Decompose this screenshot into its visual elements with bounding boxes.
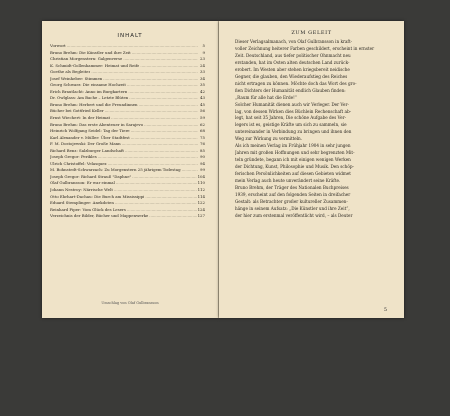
cover-credit: Umschlag von Olaf Gulbransson bbox=[101, 301, 159, 305]
toc-entry-title: F. M. Dostojewski: Der Große Mann bbox=[50, 141, 121, 147]
toc-entry-page: 76 bbox=[200, 141, 205, 147]
text-line: Dieser Verlagsalmanach, von Olaf Gulbransson in kraft- bbox=[235, 39, 353, 44]
toc-entry-page: 122 bbox=[197, 200, 205, 206]
toc-entry-title: K. Schmidt-Gollenhammer: Heimat und Reife bbox=[50, 62, 140, 68]
left-page bbox=[42, 21, 218, 318]
text-line: erstanden, hat im Osten alten deutschen Land zurück- bbox=[235, 59, 350, 65]
text-line: hänge in seinem Aufsatz: „Die Künstler und ihre Zeit“, bbox=[235, 205, 350, 211]
text-line: 1939, erscheint auf den folgenden Seiten in dreifacher bbox=[235, 191, 351, 197]
toc-entry bbox=[50, 213, 205, 220]
toc-entry-page: 114 bbox=[197, 193, 205, 199]
toc-entry-page: 104 bbox=[197, 173, 205, 179]
toc-entry-page: 33 bbox=[200, 69, 205, 75]
toc-entry-page: 23 bbox=[200, 56, 205, 62]
toc-entry-page: 42 bbox=[200, 88, 205, 94]
text-line: Jahren mit großen Hoffnungen und sehr begrenzten Mit- bbox=[235, 150, 355, 156]
text-line: voller Zeichnung heiterer Farben geschildert, erscheint in ernster bbox=[235, 45, 375, 51]
toc-entry-page: 75 bbox=[200, 134, 205, 140]
toc-entry-title: Eduard Stemplinger: Anekdoten bbox=[50, 200, 114, 206]
table-of-contents bbox=[50, 43, 205, 220]
toc-entry-title: M. Bohnstedt-Schwarzach: Zu Morgenstern 25 jährigem Todestag bbox=[50, 167, 181, 173]
toc-entry-title: Vorwort bbox=[50, 43, 66, 48]
right-page bbox=[219, 21, 404, 318]
toc-entry-page: 68 bbox=[200, 128, 205, 134]
text-line: erobert. Im Westen aber stehen kriegsbereit neidische bbox=[235, 66, 350, 72]
text-line: untereinander in Verbindung zu bringen und ihnen den bbox=[235, 129, 352, 135]
toc-entry-title: Richard Benz: Salzburger Landschaft bbox=[50, 147, 124, 153]
toc-entry-title: Josef Weinheber: Stimmen bbox=[50, 75, 103, 81]
toc-entry-title: Christian Morgenstern: Galgenverse bbox=[50, 56, 123, 62]
toc-entry-title: Bruno Brehm: Das erste Abenteuer in Sarajevo bbox=[50, 121, 144, 127]
text-line: legers ist es, geistige Kräfte um sich zu sammeln, sie bbox=[235, 122, 347, 128]
toc-entry-title: Erich Brautlacht: Anno im Burgkartern bbox=[50, 88, 128, 94]
preface-heading: ZUM GELEIT bbox=[291, 30, 332, 36]
toc-entry-page: 127 bbox=[197, 213, 205, 219]
text-line: teln gründete, begann ich mit einigen wenigen Werken bbox=[235, 157, 351, 163]
toc-entry-page: 43 bbox=[200, 95, 205, 101]
toc-entry-page: 99 bbox=[200, 167, 205, 173]
text-line: ferischen Persönlichkeiten auf diesen Gebieten widmet bbox=[235, 171, 351, 177]
toc-entry-page: 45 bbox=[200, 101, 205, 107]
toc-entry-title: Otto Ehrhart-Dachau: Die Burch am Mississippi bbox=[50, 193, 145, 199]
toc-entry-page: 59 bbox=[200, 115, 205, 121]
text-line: ßen Dichters der Humanität endlich Glauben finden: bbox=[235, 87, 346, 93]
toc-leader-dots bbox=[149, 213, 196, 220]
text-line: Gegner, die glauben, den Wiederaufstieg des Reiches bbox=[235, 73, 348, 79]
toc-entry-page: 90 bbox=[200, 154, 205, 160]
toc-entry-title: Joseph Gregor: Richard Strauß "Daphne" bbox=[50, 173, 132, 179]
toc-entry-page: 94 bbox=[200, 160, 205, 166]
toc-entry-page: 56 bbox=[200, 108, 205, 114]
toc-entry-page: 62 bbox=[200, 121, 205, 127]
toc-entry-title: Karl Alexander v. Müller: Über Stadtfest bbox=[50, 134, 130, 140]
toc-entry-page: 124 bbox=[197, 206, 205, 212]
toc-entry-title: Olaf Gulbransson: Er war einmal bbox=[50, 180, 115, 186]
toc-heading: INHALT bbox=[117, 33, 143, 39]
toc-entry-title: Dr. Owlglass: Am Bache – Letzte Blüten bbox=[50, 95, 129, 101]
toc-entry-title: Joseph Gregor: Perikles bbox=[50, 154, 97, 160]
text-line: Solcher Humanität dienen auch wir Verleger. Der Ver- bbox=[235, 101, 349, 107]
text-line: Als ich meinen Verlag im Frühjahr 1904 in sehr jungen bbox=[235, 143, 351, 149]
preface-text bbox=[235, 39, 387, 220]
text-line: Weg zur Wirkung zu vermitteln. bbox=[235, 136, 303, 142]
toc-entry-title: Johann Nestroy: Närrische Welt bbox=[50, 187, 113, 193]
text-line: mein Verlag auch heute unverändert seine Kräfte. bbox=[235, 178, 341, 184]
toc-entry-page: 110 bbox=[197, 180, 205, 186]
toc-entry-title: Bruno Brehm: Herbert und die Freundinnen bbox=[50, 101, 138, 107]
toc-entry-title: Reinhard Piper: Vom Glück des Lesers bbox=[50, 206, 126, 212]
text-line: der hier zum erstenmal veröffentlicht wird, – als Deuter bbox=[235, 212, 353, 218]
toc-entry-title: Ernst Wiechert: In der Heimat bbox=[50, 115, 111, 121]
toc-entry-title: Bücher bei Gottfried Keller bbox=[50, 108, 104, 114]
toc-entry-page: 35 bbox=[200, 82, 205, 88]
toc-entry-page: 85 bbox=[200, 147, 205, 153]
toc-entry-page: 9 bbox=[202, 49, 205, 55]
toc-entry-page: 34 bbox=[200, 75, 205, 81]
text-line: Bruno Brehm, der Träger des Nationalen Buchpreises bbox=[235, 185, 349, 191]
text-line: der Dichtung, Kunst, Philosophie und Musik. Den schöp- bbox=[235, 164, 354, 170]
toc-entry-title: Bruno Brehm: Die Künstler und ihre Zeit bbox=[50, 49, 131, 55]
text-line: nicht ertragen zu können. Möchte doch das Wort des gro- bbox=[235, 80, 357, 86]
toc-entry-page: 5 bbox=[202, 43, 205, 48]
text-line: lag, von dessen Wirken dies Büchlein Rechenschaft ab- bbox=[235, 108, 352, 114]
text-line: Gestalt: als Betrachter großer kultureller Zusammen- bbox=[235, 198, 348, 204]
toc-entry-title: Georg Schwarz: Die einsame Hochzeit bbox=[50, 82, 126, 88]
text-line: legt, hat seit 35 Jahren, Die schöne Aufgabe des Ver- bbox=[235, 115, 346, 121]
toc-entry-title: Ulrich Christoffel: Velasquez bbox=[50, 160, 107, 166]
text-line: „Raum für alle hat die Erde!“ bbox=[235, 94, 297, 100]
toc-entry-title: Heinrich Wolfgang Seidel: Tag der Tiere bbox=[50, 128, 130, 134]
text-line: Zeit. Deutschland, aus tiefer politischer Ohnmacht neu bbox=[235, 52, 351, 58]
toc-entry-page: 112 bbox=[197, 187, 205, 193]
toc-entry-title: Verzeichnis der Bilder, Bücher und Mappenwerke bbox=[50, 213, 149, 219]
toc-entry-page: 24 bbox=[200, 62, 205, 68]
toc-entry-title: Goethe als Begleiter bbox=[50, 69, 91, 75]
page-number: 5 bbox=[383, 307, 387, 313]
